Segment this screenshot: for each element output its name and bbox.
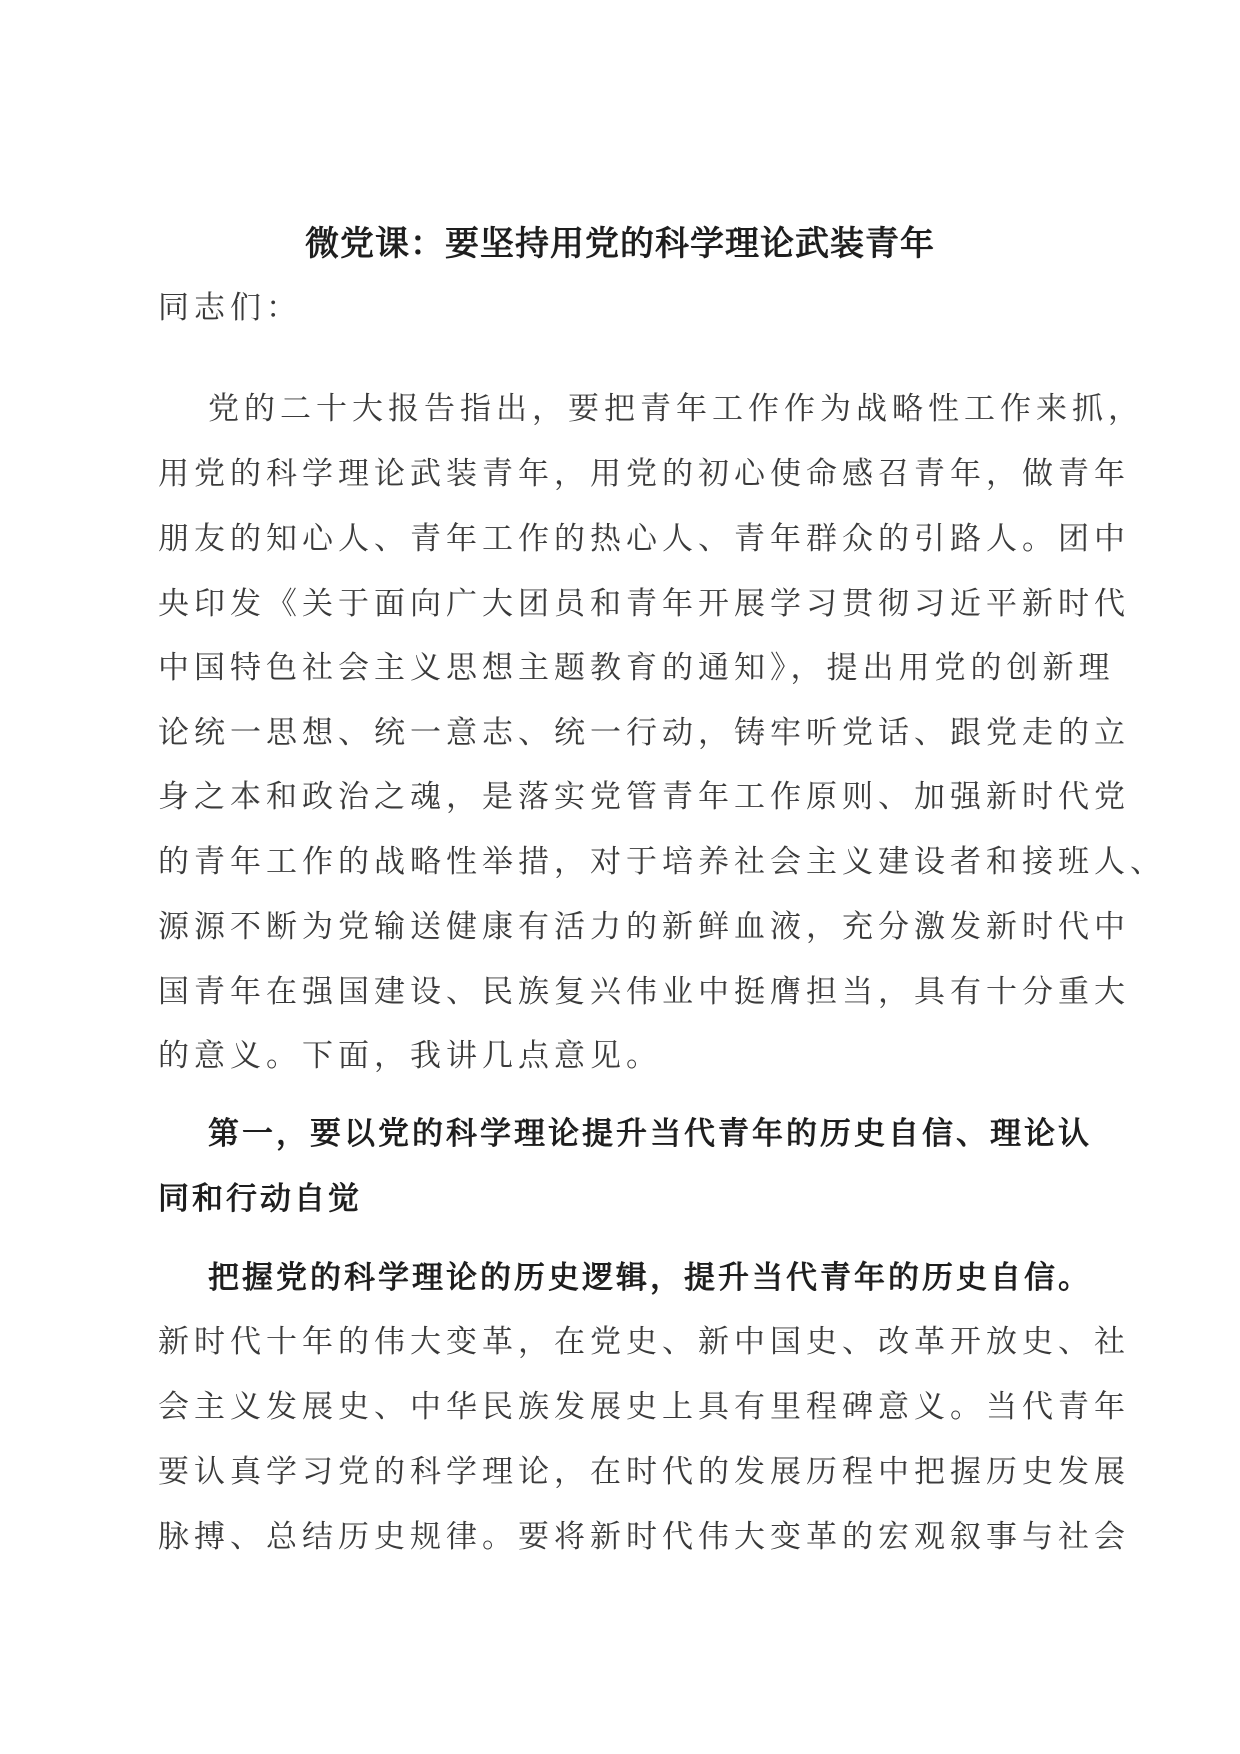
paragraph-line: 用党的科学理论武装青年，用党的初心使命感召青年，做青年 — [158, 456, 1130, 492]
paragraph-line: 脉搏、总结历史规律。要将新时代伟大变革的宏观叙事与社会 — [158, 1519, 1130, 1555]
paragraph-line: 的意义。下面，我讲几点意见。 — [158, 1038, 662, 1074]
heading-line: 第一，要以党的科学理论提升当代青年的历史自信、理论认 — [208, 1116, 1092, 1152]
paragraph-line: 党的二十大报告指出，要把青年工作作为战略性工作来抓， — [208, 391, 1144, 427]
paragraph-line: 国青年在强国建设、民族复兴伟业中挺膺担当，具有十分重大 — [158, 974, 1130, 1010]
paragraph-line: 论统一思想、统一意志、统一行动，铸牢听党话、跟党走的立 — [158, 715, 1130, 751]
sub-heading-1: 把握党的科学理论的历史逻辑，提升当代青年的历史自信。 — [208, 1260, 1092, 1296]
paragraph-line: 源源不断为党输送健康有活力的新鲜血液，充分激发新时代中 — [158, 909, 1130, 945]
paragraph-line: 新时代十年的伟大变革，在党史、新中国史、改革开放史、社 — [158, 1324, 1130, 1360]
paragraph-line: 中国特色社会主义思想主题教育的通知》，提出用党的创新理 — [158, 650, 1115, 686]
paragraph-line: 央印发《关于面向广大团员和青年开展学习贯彻习近平新时代 — [158, 586, 1130, 622]
heading-line: 同和行动自觉 — [158, 1181, 362, 1217]
paragraph-line: 的青年工作的战略性举措，对于培养社会主义建设者和接班人、 — [158, 844, 1166, 880]
paragraph-line: 身之本和政治之魂，是落实党管青年工作原则、加强新时代党 — [158, 779, 1130, 815]
salutation: 同志们： — [158, 290, 302, 326]
document-title: 微党课：要坚持用党的科学理论武装青年 — [305, 224, 935, 264]
paragraph-line: 要认真学习党的科学理论，在时代的发展历程中把握历史发展 — [158, 1454, 1130, 1490]
paragraph-line: 会主义发展史、中华民族发展史上具有里程碑意义。当代青年 — [158, 1389, 1130, 1425]
paragraph-line: 朋友的知心人、青年工作的热心人、青年群众的引路人。团中 — [158, 521, 1130, 557]
